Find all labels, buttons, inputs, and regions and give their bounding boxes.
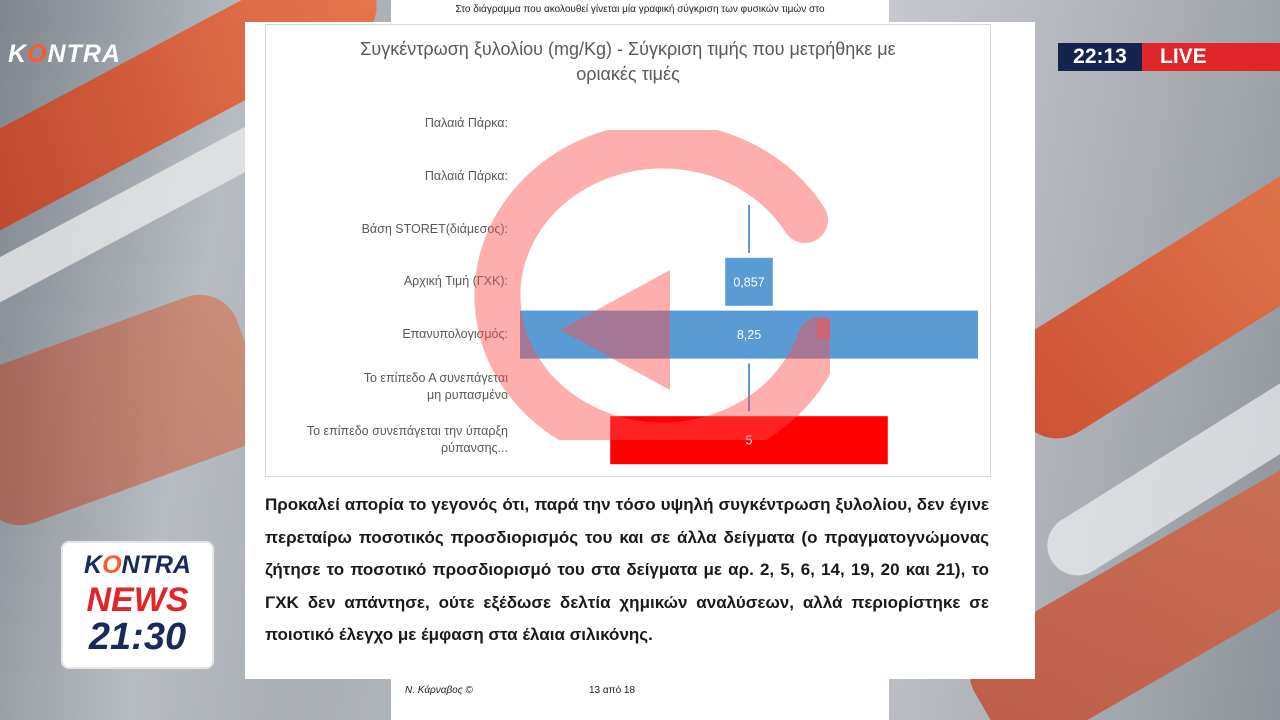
clock-time: 22:13 xyxy=(1058,43,1142,71)
news-logo-time: 21:30 xyxy=(88,616,187,658)
live-badge: LIVE xyxy=(1142,43,1280,71)
footer-page-number: 13 από 18 xyxy=(589,685,636,696)
chart-title-line1: Συγκέντρωση ξυλολίου (mg/Kg) - Σύγκριση τιμής που μετρήθηκε με xyxy=(360,39,896,59)
category-label-line: Αρχική Τιμή (ΓΧΚ): xyxy=(403,274,508,289)
chart-title-line2: οριακές τιμές xyxy=(576,64,680,84)
bar-value-label: 5 xyxy=(745,433,753,448)
category-label-line: μη ρυπασμένο xyxy=(427,388,508,403)
category-label-line: ρύπανσης... xyxy=(441,441,508,456)
category-label-line: Επανυπολογισμός: xyxy=(402,327,508,342)
category-label-line: Παλαιά Πάρκα: xyxy=(424,115,508,130)
bar-value-label: 0,857 xyxy=(733,275,765,290)
document-paragraph: Προκαλεί απορία το γεγονός ότι, παρά την τόσο υψηλή συγκέντρωση ξυλολίου, δεν έγινε περεταίρω ποσοτικός προσδιορισμός του και σε άλλα δείγματα (ο πραγματογνώμονας ζήτησε το ποσοτικό προσδιορισμό του στα δείγματα με αρ. 2, 5, 6, 14, 19, 20 και 21), το ΓΧΚ δεν απάντησε, ούτε εξέδωσε δελτία χημικών αναλύσεων, αλλά περιορίστηκε σε ποιοτικό έλεγχο με έμφαση στα έλαια σιλικόνης. xyxy=(265,495,989,644)
background-streak xyxy=(0,284,278,537)
news-logo-news: NEWS xyxy=(86,581,189,619)
channel-logo: KONTRA xyxy=(8,40,121,68)
bar-value-label: 8,25 xyxy=(736,328,762,343)
news-show-logo xyxy=(63,543,212,667)
news-logo-brand: KONTRA xyxy=(84,551,191,579)
category-label-line: Παλαιά Πάρκα: xyxy=(424,168,508,183)
footer-author: Ν. Κάρναβος © xyxy=(405,685,473,696)
category-label-line: Το επίπεδο συνεπάγεται την ύπαρξη xyxy=(306,424,508,439)
document-top-strip xyxy=(391,0,889,22)
document-footer xyxy=(391,679,889,720)
kontra-logo-icon xyxy=(470,130,830,440)
category-label-line: Βάση STORET(διάμεσος): xyxy=(361,221,508,236)
category-label-line: Το επίπεδο Α συνεπάγεται xyxy=(363,371,508,386)
document-top-text: Στο διάγραμμα που ακολουθεί γίνεται μία γραφική σύγκριση των φυσικών τιμών στο xyxy=(455,4,825,15)
